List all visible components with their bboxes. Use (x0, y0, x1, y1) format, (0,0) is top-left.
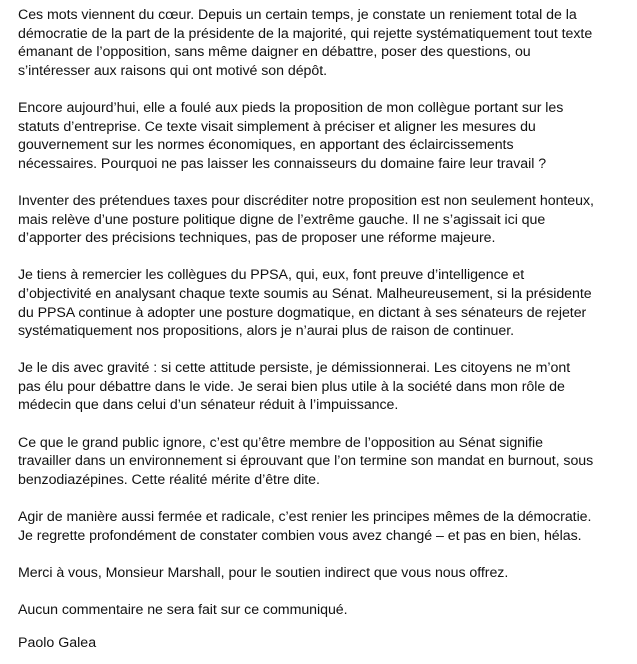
paragraph-2: Encore aujourd’hui, elle a foulé aux pieds la proposition de mon collègue portant sur les statuts d’entreprise. Ce texte visait simplement à préciser et aligner les mesures du gouvernement sur les normes économiques, en apportant des éclaircissements nécessaires. Pourquoi ne pas laisser les connaisseurs du domaine faire leur travail ? (18, 99, 564, 172)
paragraph-1: Ces mots viennent du cœur. Depuis un certain temps, je constate un reniement total de la démocratie de la part de la présidente de la majorité, qui rejette systématiquement tout texte émanant de l’opposition, sans même daigner en débattre, poser des questions, ou s’intéresser aux raisons qui ont motivé son dépôt. (18, 7, 593, 79)
paragraph-5: Je le dis avec gravité : si cette attitude persiste, je démissionnerai. Les citoyens ne m’ont pas élu pour débattre dans le vide. Je serai bien plus utile à la société dans mon rôle de médecin que dans celui d’un sénateur réduit à l’impuissance. (18, 360, 571, 414)
paragraph-7: Agir de manière aussi fermée et radicale, c’est renier les principes mêmes de la démocratie. Je regrette profondément de constater combien vous avez changé – et pas en bien, hélas. (18, 509, 592, 544)
paragraph-9: Aucun commentaire ne sera fait sur ce communiqué. (18, 602, 348, 618)
paragraph-6: Ce que le grand public ignore, c’est qu’être membre de l’opposition au Sénat signifie travailler dans un environnement si éprouvant que l’on termine son mandat en burnout, sous benzodiazépines. Cette réalité mérite d’être dite. (18, 434, 594, 488)
paragraph-3: Inventer des prétendues taxes pour discréditer notre proposition est non seulement honteux, mais relève d’une posture politique digne de l’extrême gauche. Il ne s’agissait ici que d’apporter des précisions techniques, pas de proposer une réforme majeure. (18, 192, 594, 247)
signature: Paolo Galea (18, 634, 97, 651)
paragraph-8: Merci à vous, Monsieur Marshall, pour le soutien indirect que vous nous offrez. (18, 564, 509, 581)
paragraph-4: Je tiens à remercier les collègues du PPSA, qui, eux, font preuve d’intelligence et d’objectivité en analysant chaque texte soumis au Sénat. Malheureusement, si la présidente du PPSA continue à adopter une posture dogmatique, en dictant à ses sénateurs de rejeter systématiquement nos propositions, alors je n’aurai plus de raison de continuer. (18, 267, 592, 340)
